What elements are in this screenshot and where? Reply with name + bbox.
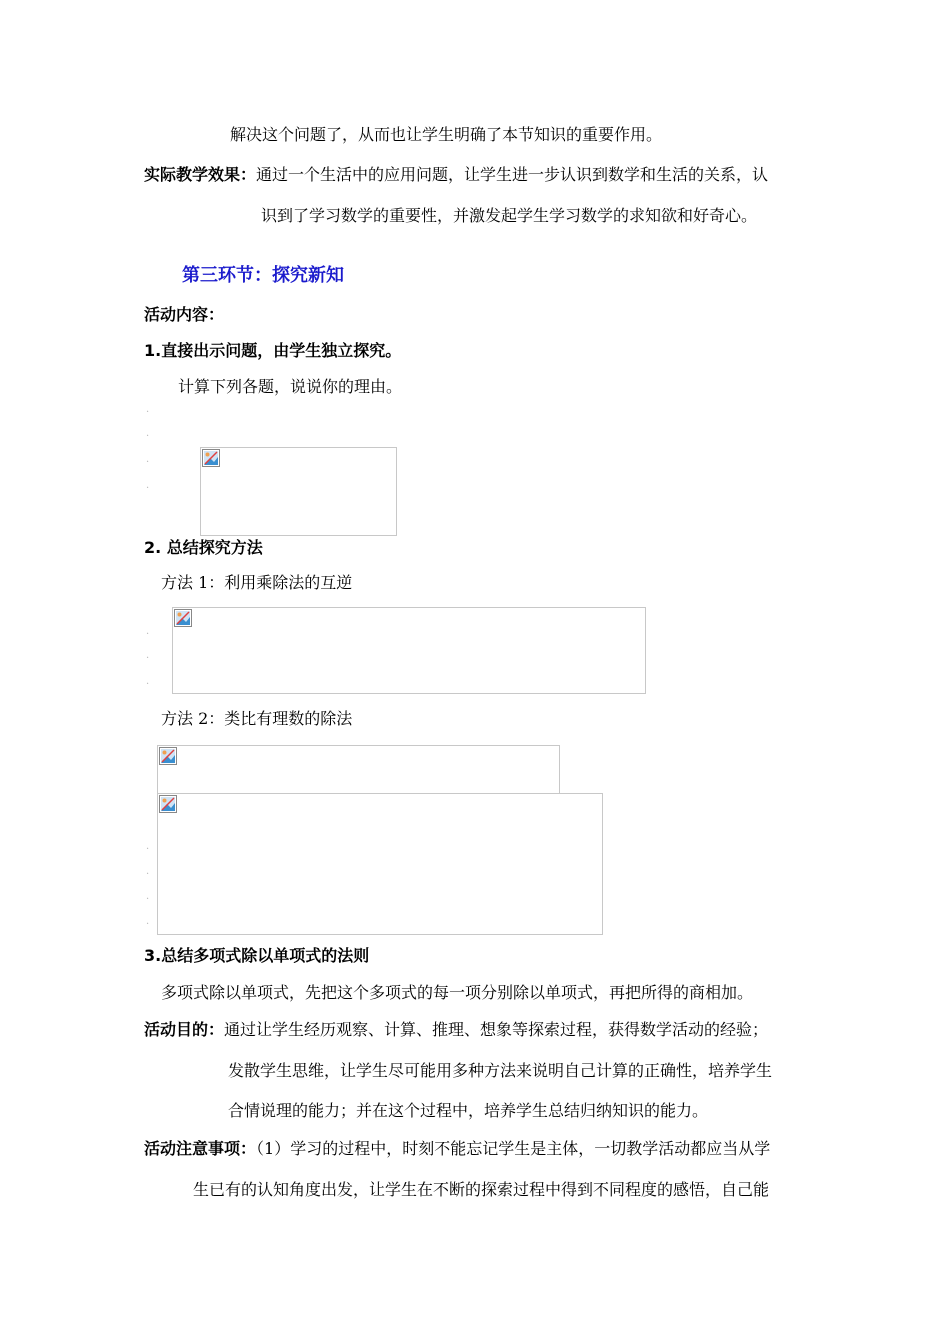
- activity-content-label: 活动内容：: [144, 305, 225, 324]
- item1-text: 计算下列各题，说说你的理由。: [178, 377, 403, 396]
- notes-label: 活动注意事项：: [144, 1139, 257, 1158]
- paragraph-continuation: 解决这个问题了，从而也让学生明确了本节知识的重要作用。: [230, 125, 663, 144]
- paragraph-mark: ·: [146, 679, 150, 690]
- paragraph-mark: ·: [146, 407, 150, 418]
- paragraph-mark: ·: [146, 894, 150, 905]
- method2-text: 方法 2：类比有理数的除法: [161, 709, 353, 728]
- method1-text: 方法 1：利用乘除法的互逆: [161, 573, 353, 592]
- broken-image-icon: [202, 449, 220, 467]
- teaching-effect-text1: 通过一个生活中的应用问题，让学生进一步认识到数学和生活的关系，认: [256, 165, 769, 184]
- teaching-effect-line2: 识到了学习数学的重要性，并激发起学生学习数学的求知欲和好奇心。: [261, 206, 758, 225]
- paragraph-mark: ·: [146, 629, 150, 640]
- paragraph-mark: ·: [146, 457, 150, 468]
- paragraph-mark: ·: [146, 653, 150, 664]
- paragraph-mark: ·: [146, 919, 150, 930]
- paragraph-mark: ·: [146, 431, 150, 442]
- broken-image-icon: [159, 747, 177, 765]
- notes-line1: [144, 1139, 770, 1159]
- teaching-effect-line1: [144, 165, 768, 185]
- notes-line2: 生已有的认知角度出发，让学生在不断的探索过程中得到不同程度的感悟，自己能: [193, 1180, 770, 1199]
- broken-image-icon: [174, 609, 192, 627]
- section-heading: 第三环节：探究新知: [182, 265, 344, 286]
- purpose-line1: [144, 1020, 768, 1040]
- image-placeholder-exercises: [200, 447, 397, 536]
- image-placeholder-method1: [172, 607, 646, 694]
- purpose-text1: 通过让学生经历观察、计算、推理、想象等探索过程，获得数学活动的经验；: [224, 1020, 769, 1039]
- broken-image-icon: [159, 795, 177, 813]
- item3-text: 多项式除以单项式，先把这个多项式的每一项分别除以单项式，再把所得的商相加。: [161, 983, 754, 1002]
- item1-title: 1.直接出示问题，由学生独立探究。: [144, 341, 402, 360]
- image-placeholder-method2b: [157, 793, 603, 935]
- teaching-effect-label: 实际教学效果：: [144, 165, 257, 184]
- paragraph-mark: ·: [146, 869, 150, 880]
- purpose-line3: 合情说理的能力；并在这个过程中，培养学生总结归纳知识的能力。: [228, 1101, 709, 1120]
- image-placeholder-method2a: [157, 745, 560, 794]
- purpose-label: 活动目的：: [144, 1020, 225, 1039]
- paragraph-mark: ·: [146, 844, 150, 855]
- purpose-line2: 发散学生思维，让学生尽可能用多种方法来说明自己计算的正确性，培养学生: [228, 1061, 773, 1080]
- paragraph-mark: ·: [146, 483, 150, 494]
- notes-text1: （1）学习的过程中，时刻不能忘记学生是主体，一切教学活动都应当从学: [256, 1139, 771, 1158]
- item3-title: 3.总结多项式除以单项式的法则: [144, 946, 370, 965]
- item2-title: 2. 总结探究方法: [144, 538, 263, 557]
